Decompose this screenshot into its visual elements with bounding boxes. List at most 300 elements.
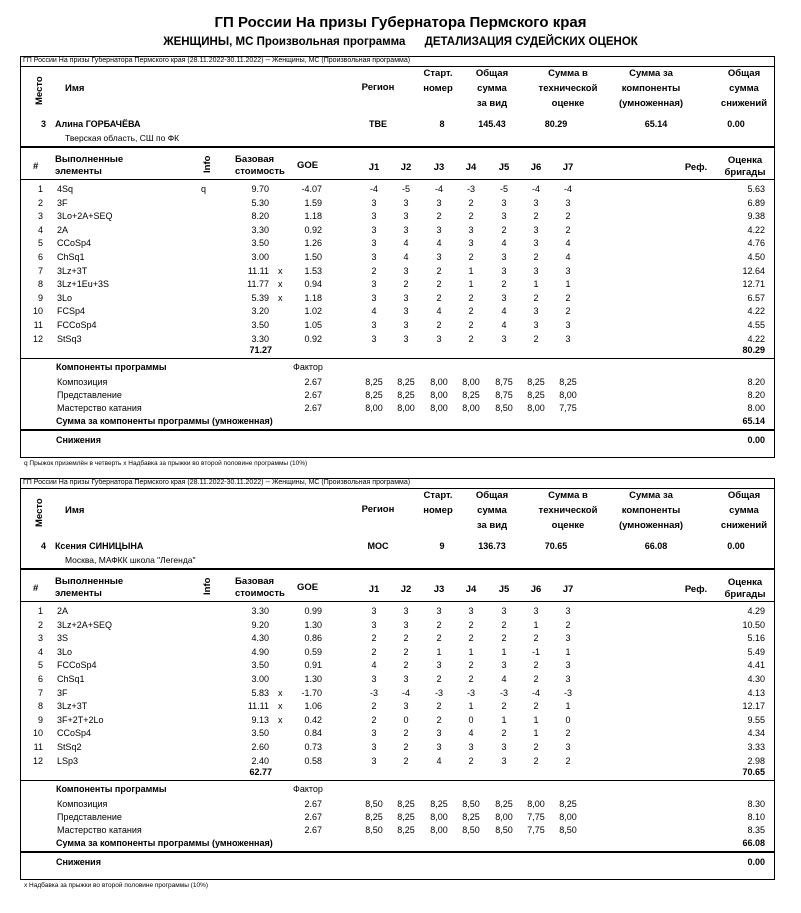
element-base-value: 2.40 [251, 755, 269, 766]
element-judge-score: 3 [403, 701, 409, 712]
component-judge-score: 7,75 [527, 812, 545, 823]
header-ded: сумма [729, 83, 759, 94]
element-judge-score: 2 [533, 633, 539, 644]
header-factor: Фактор [293, 784, 323, 795]
component-judge-score: 8,00 [527, 403, 545, 414]
header-total: Общая [475, 490, 509, 501]
component-judge-score: 8,00 [430, 390, 448, 401]
element-judge-score: 2 [436, 633, 442, 644]
component-judge-score: 8,00 [527, 799, 545, 810]
element-judge-score: 3 [533, 306, 539, 317]
table-row [21, 701, 774, 714]
component-judge-score: 8,50 [559, 825, 577, 836]
element-judge-score: 3 [565, 320, 571, 330]
component-judge-score: 8,00 [430, 377, 448, 388]
element-code: 3Lo [57, 646, 73, 657]
skater-total: 145.43 [478, 119, 506, 129]
component-judge-score: 7,75 [527, 825, 545, 836]
header-judge: J1 [368, 162, 380, 173]
element-judge-score: 3 [371, 197, 377, 208]
element-judge-score: 3 [403, 197, 409, 208]
element-number: 4 [37, 224, 43, 235]
pcs-sum-label: Сумма за компоненты программы (умноженная) [56, 416, 273, 427]
element-number: 7 [37, 687, 43, 698]
element-judge-score: 1 [565, 279, 571, 290]
element-code: 2A [57, 606, 69, 616]
skater-start-no: 8 [439, 119, 445, 129]
table-row [21, 660, 774, 673]
element-code: CCoSp4 [57, 238, 92, 249]
element-judge-score: 3 [501, 660, 507, 671]
element-judge-score: 4 [436, 238, 442, 249]
element-judge-score: 1 [533, 714, 539, 725]
component-judge-score: 8,00 [430, 825, 448, 836]
element-number: 2 [37, 619, 43, 630]
element-judge-score: 2 [565, 224, 571, 235]
skater-detail-block [20, 478, 775, 880]
subtitle-event: ЖЕНЩИНЫ, МС Произвольная программа [163, 36, 406, 48]
skater-start-no: 9 [439, 541, 445, 551]
header-total: Общая [475, 68, 509, 79]
element-judge-score: -5 [401, 184, 410, 194]
element-judge-score: 3 [371, 674, 377, 684]
component-score: 8.20 [747, 390, 765, 401]
element-judge-score: 3 [565, 633, 571, 644]
component-judge-score: 8,00 [559, 812, 577, 823]
skater-pcs: 65.14 [644, 119, 668, 129]
element-number: 6 [37, 674, 43, 684]
element-judge-score: -5 [499, 184, 508, 194]
table-row [21, 633, 774, 646]
element-code: 3Lz+2A+SEQ [57, 619, 113, 630]
component-row [21, 377, 774, 390]
element-judge-score: 2 [533, 333, 539, 344]
header-num: # [33, 161, 39, 172]
element-judge-score: 3 [533, 265, 539, 276]
element-base-value: 3.20 [251, 306, 269, 317]
element-judge-score: 3 [501, 755, 507, 766]
element-judge-score: 3 [436, 333, 442, 344]
header-judge: J5 [498, 162, 510, 173]
table-row [21, 211, 774, 224]
header-pcs: компоненты [621, 83, 681, 94]
header-judge: J2 [400, 584, 412, 595]
element-judge-score: 3 [501, 333, 507, 344]
component-judge-score: 8,25 [527, 377, 545, 388]
element-judge-score: 3 [403, 619, 409, 630]
component-judge-score: 8,25 [559, 799, 577, 810]
element-base-value: 4.30 [251, 633, 269, 644]
skater-name: Ксения СИНИЦЫНА [55, 541, 144, 551]
element-judge-score: 3 [565, 674, 571, 684]
element-base-value: 3.00 [251, 252, 269, 262]
header-judge: J7 [562, 584, 574, 595]
component-name: Композиция [57, 799, 108, 810]
skater-name: Алина ГОРБАЧЁВА [55, 119, 141, 129]
header-panel-score: бригады [724, 589, 766, 600]
header-panel-score: Оценка [727, 155, 763, 166]
skater-pcs: 66.08 [644, 541, 668, 551]
element-judge-score: 3 [565, 660, 571, 671]
element-judge-score: 2 [533, 660, 539, 671]
element-judge-score: 3 [436, 606, 442, 616]
element-base-value: 3.30 [251, 333, 269, 344]
table-row [21, 320, 774, 333]
table-row [21, 306, 774, 319]
header-elements: элементы [55, 166, 102, 177]
element-judge-score: 3 [436, 742, 442, 752]
element-number: 11 [33, 742, 43, 752]
element-bonus-mark: x [278, 279, 283, 290]
element-code: 3Lo [57, 292, 73, 303]
element-judge-score: 3 [371, 728, 377, 739]
element-number: 10 [32, 728, 43, 739]
header-judge: J4 [465, 584, 477, 595]
component-judge-score: 8,25 [462, 390, 480, 401]
base-value-total: 62.77 [249, 767, 272, 778]
table-row [21, 238, 774, 251]
header-judge: J1 [368, 584, 380, 595]
header-base-value: Базовая [235, 576, 275, 587]
component-row [21, 812, 774, 825]
component-judge-score: 8,25 [495, 799, 513, 810]
deductions-label: Снижения [56, 857, 101, 868]
component-name: Композиция [57, 377, 108, 388]
element-panel-score: 4.41 [747, 660, 765, 671]
header-start-no: номер [423, 505, 453, 516]
element-judge-score: 1 [468, 701, 474, 712]
header-ded: сумма [729, 505, 759, 516]
element-judge-score: 2 [436, 674, 442, 684]
header-judge: J3 [433, 584, 445, 595]
header-judge: J6 [530, 584, 542, 595]
element-goe: 0.58 [304, 755, 322, 766]
element-judge-score: 2 [533, 701, 539, 712]
element-number: 11 [33, 320, 43, 330]
component-name: Представление [57, 390, 122, 401]
table-row [21, 620, 774, 633]
header-elements: элементы [55, 588, 102, 599]
element-judge-score: 2 [371, 714, 377, 725]
element-judge-score: 3 [403, 333, 409, 344]
event-info-line: ГП России На призы Губернатора Пермского края (28.11.2022-30.11.2022) -- Женщины, МС (Произвольная программа) [23, 57, 411, 64]
skater-deductions: 0.00 [727, 119, 745, 129]
element-panel-score: 12.71 [742, 279, 765, 290]
element-number: 8 [37, 701, 43, 712]
component-judge-score: 8,25 [397, 799, 415, 810]
table-row [21, 674, 774, 687]
table-row [21, 647, 774, 660]
element-judge-score: 4 [436, 306, 442, 317]
component-judge-score: 8,75 [495, 377, 513, 388]
header-num: # [33, 583, 39, 594]
element-panel-score: 9.38 [747, 211, 765, 222]
component-judge-score: 8,75 [495, 390, 513, 401]
header-region: Регион [361, 504, 395, 515]
element-judge-score: 1 [468, 265, 474, 276]
header-start-no: Старт. [423, 68, 453, 79]
element-number: 2 [37, 197, 43, 208]
element-judge-score: 0 [468, 714, 474, 725]
element-goe: 0.73 [304, 742, 322, 752]
header-components: Компоненты программы [56, 784, 167, 795]
element-judge-score: 2 [436, 714, 442, 725]
element-bonus-mark: x [278, 292, 283, 303]
element-judge-score: 3 [371, 320, 377, 330]
element-judge-score: 2 [501, 224, 507, 235]
element-judge-score: 2 [371, 265, 377, 276]
element-judge-score: 2 [565, 619, 571, 630]
element-judge-score: 3 [371, 211, 377, 222]
element-judge-score: 3 [371, 755, 377, 766]
element-judge-score: 2 [436, 279, 442, 290]
element-judge-score: 2 [468, 660, 474, 671]
element-code: FCCoSp4 [57, 660, 97, 671]
header-pcs: (умноженная) [618, 98, 684, 109]
element-base-value: 3.50 [251, 728, 269, 739]
element-judge-score: 3 [565, 606, 571, 616]
element-judge-score: 2 [501, 728, 507, 739]
element-panel-score: 9.55 [747, 714, 765, 725]
table-row [21, 756, 774, 769]
component-judge-score: 8,50 [495, 825, 513, 836]
element-judge-score: 2 [468, 333, 474, 344]
element-judge-score: 1 [533, 619, 539, 630]
element-judge-score: -4 [531, 687, 540, 698]
element-number: 4 [37, 646, 43, 657]
element-base-value: 4.90 [251, 646, 269, 657]
element-judge-score: 4 [403, 252, 409, 262]
header-tes: технической [538, 505, 598, 516]
element-base-value: 9.20 [251, 619, 269, 630]
component-row [21, 403, 774, 416]
divider [21, 601, 774, 602]
skater-club: Москва, МАФКК школа "Легенда" [65, 555, 196, 565]
element-panel-score: 4.76 [747, 238, 765, 249]
element-judge-score: 4 [501, 238, 507, 249]
header-tes: технической [538, 83, 598, 94]
header-region: Регион [361, 82, 395, 93]
component-judge-score: 8,50 [495, 403, 513, 414]
component-judge-score: 8,25 [559, 377, 577, 388]
component-judge-score: 8,00 [495, 812, 513, 823]
element-judge-score: 3 [501, 197, 507, 208]
element-goe: -4.07 [301, 184, 322, 194]
element-judge-score: 2 [533, 742, 539, 752]
element-code: LSp3 [57, 755, 79, 766]
element-judge-score: 3 [501, 606, 507, 616]
element-base-value: 11.77 [247, 279, 269, 290]
element-judge-score: 4 [501, 674, 507, 684]
component-judge-score: 8,25 [397, 377, 415, 388]
element-judge-score: 2 [533, 252, 539, 262]
element-judge-score: 3 [468, 606, 474, 616]
element-panel-score: 12.64 [742, 265, 765, 276]
element-judge-score: 3 [403, 224, 409, 235]
component-judge-score: 8,00 [365, 403, 383, 414]
component-judge-score: 8,25 [430, 799, 448, 810]
header-base-value: стоимость [235, 588, 285, 599]
header-base-value: Базовая [235, 154, 275, 165]
element-judge-score: 2 [403, 755, 409, 766]
element-judge-score: 3 [468, 224, 474, 235]
element-judge-score: -1 [531, 646, 540, 657]
element-judge-score: 2 [468, 619, 474, 630]
element-judge-score: 2 [403, 728, 409, 739]
table-row [21, 728, 774, 741]
element-code: 3F+2T+2Lo [57, 714, 104, 725]
element-judge-score: 3 [403, 265, 409, 276]
component-judge-score: 8,50 [365, 799, 383, 810]
element-judge-score: 3 [436, 728, 442, 739]
element-goe: 1.05 [304, 320, 322, 330]
element-code: 3Lo+2A+SEQ [57, 211, 113, 222]
element-judge-score: 2 [436, 619, 442, 630]
element-judge-score: -3 [563, 687, 572, 698]
table-row [21, 184, 774, 197]
header-total: за вид [476, 520, 508, 531]
deductions-value: 0.00 [747, 857, 765, 868]
divider [21, 146, 774, 148]
header-info: Info [202, 577, 213, 595]
element-judge-score: 3 [501, 265, 507, 276]
element-number: 9 [37, 714, 43, 725]
tes-total: 80.29 [742, 345, 765, 356]
header-tes: оценке [551, 520, 585, 531]
header-place: Место [34, 76, 45, 105]
pcs-sum-value: 66.08 [742, 838, 765, 849]
element-code: 3S [57, 633, 69, 644]
element-judge-score: -3 [434, 687, 443, 698]
footnote: q Прыжок приземлён в четверть x Надбавка за прыжки во второй половине программы (10%) [24, 460, 308, 467]
element-judge-score: 3 [501, 742, 507, 752]
element-code: ChSq1 [57, 674, 85, 684]
table-row [21, 606, 774, 619]
element-code: 2A [57, 224, 69, 235]
header-judge: J6 [530, 162, 542, 173]
skater-total: 136.73 [478, 541, 506, 551]
element-judge-score: 2 [403, 660, 409, 671]
element-judge-score: 3 [436, 252, 442, 262]
header-tes: Сумма в [548, 68, 588, 79]
pcs-sum-label: Сумма за компоненты программы (умноженная) [56, 838, 273, 849]
element-panel-score: 4.29 [747, 606, 765, 616]
component-factor: 2.67 [304, 812, 322, 823]
element-judge-score: 2 [533, 755, 539, 766]
element-code: 3Lz+1Eu+3S [57, 279, 110, 290]
skater-club: Тверская область, СШ по ФК [65, 133, 180, 143]
header-tes: Сумма в [548, 490, 588, 501]
header-pcs: компоненты [621, 505, 681, 516]
base-value-total: 71.27 [249, 345, 272, 356]
element-panel-score: 4.22 [747, 224, 765, 235]
element-judge-score: 3 [501, 211, 507, 222]
header-ded: снижений [720, 98, 768, 109]
divider [21, 179, 774, 180]
skater-tes: 80.29 [544, 119, 568, 129]
component-row [21, 390, 774, 403]
table-row [21, 715, 774, 728]
element-judge-score: 2 [468, 320, 474, 330]
element-judge-score: 2 [565, 292, 571, 303]
element-judge-score: -3 [466, 184, 475, 194]
element-goe: 1.06 [304, 701, 322, 712]
element-judge-score: 3 [501, 252, 507, 262]
header-ref: Реф. [684, 162, 708, 173]
header-total: за вид [476, 98, 508, 109]
element-judge-score: 3 [371, 742, 377, 752]
element-judge-score: 2 [371, 701, 377, 712]
component-factor: 2.67 [304, 825, 322, 836]
component-judge-score: 8,25 [527, 390, 545, 401]
element-judge-score: 3 [403, 674, 409, 684]
element-judge-score: 3 [565, 265, 571, 276]
element-panel-score: 5.16 [747, 633, 765, 644]
header-judge: J7 [562, 162, 574, 173]
skater-rank: 4 [41, 541, 47, 551]
header-start-no: Старт. [423, 490, 453, 501]
element-judge-score: 0 [565, 714, 571, 725]
element-judge-score: 3 [436, 197, 442, 208]
element-goe: 1.30 [304, 674, 322, 684]
skater-detail-block [20, 56, 775, 458]
element-panel-score: 4.55 [747, 320, 765, 330]
deductions-label: Снижения [56, 435, 101, 446]
element-info: q [201, 184, 207, 194]
element-base-value: 3.50 [251, 660, 269, 671]
component-judge-score: 8,50 [462, 825, 480, 836]
element-code: FCCoSp4 [57, 320, 97, 330]
element-judge-score: 2 [371, 646, 377, 657]
element-base-value: 8.20 [251, 211, 269, 222]
component-judge-score: 8,00 [462, 377, 480, 388]
element-judge-score: 3 [403, 606, 409, 616]
element-judge-score: 2 [436, 292, 442, 303]
element-judge-score: 3 [436, 660, 442, 671]
table-row [21, 252, 774, 265]
element-number: 12 [32, 755, 43, 766]
element-judge-score: 2 [501, 279, 507, 290]
component-judge-score: 8,25 [397, 825, 415, 836]
element-judge-score: 2 [468, 633, 474, 644]
header-ded: снижений [720, 520, 768, 531]
element-judge-score: 3 [371, 238, 377, 249]
element-panel-score: 4.34 [747, 728, 765, 739]
header-elements: Выполненные [55, 576, 124, 587]
component-score: 8.30 [747, 799, 765, 810]
element-goe: 1.26 [304, 238, 322, 249]
header-pcs: Сумма за [629, 68, 673, 79]
element-judge-score: 1 [436, 646, 442, 657]
table-row [21, 279, 774, 292]
element-judge-score: 3 [371, 606, 377, 616]
element-judge-score: 2 [565, 306, 571, 317]
element-number: 5 [37, 238, 43, 249]
element-goe: 0.59 [304, 646, 322, 657]
element-code: CCoSp4 [57, 728, 92, 739]
component-judge-score: 8,00 [559, 390, 577, 401]
element-judge-score: 2 [436, 701, 442, 712]
element-base-value: 11.11 [247, 265, 269, 276]
element-judge-score: 3 [371, 333, 377, 344]
header-judge: J4 [465, 162, 477, 173]
element-judge-score: -3 [499, 687, 508, 698]
element-judge-score: 3 [533, 606, 539, 616]
element-judge-score: 2 [436, 320, 442, 330]
element-panel-score: 12.17 [742, 701, 765, 712]
element-judge-score: 3 [533, 197, 539, 208]
element-judge-score: 2 [501, 633, 507, 644]
